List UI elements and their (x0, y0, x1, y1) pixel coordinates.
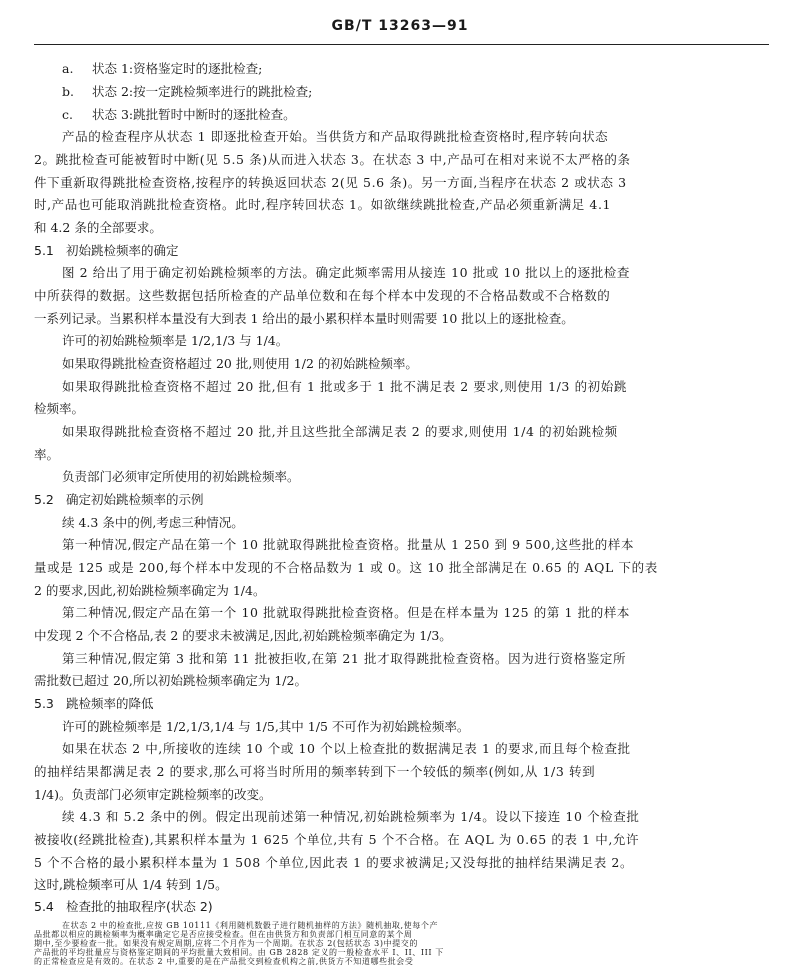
list-item-a (62, 61, 262, 77)
header-rule (34, 44, 769, 45)
section-number: 5.4 (34, 899, 54, 914)
paragraph-line: 如果在状态 2 中,所接收的连续 10 个或 10 个以上检查批的数据满足表 1 的要求,而且每个检查批 (62, 741, 631, 756)
list-marker: a. (62, 61, 74, 76)
standard-code-header: GB/T 13263—91 (331, 18, 469, 34)
paragraph-line: 在状态 2 中的检查批,应按 GB 10111《利用随机数骰子进行随机抽样的方法》随机抽取,使每个产 (62, 921, 439, 930)
paragraph-line: 这时,跳检频率可从 1/4 转到 1/5。 (34, 877, 228, 892)
list-text: 状态 2:按一定跳检频率进行的跳批检查; (92, 84, 313, 99)
paragraph-line: 中发现 2 个不合格品,表 2 的要求未被满足,因此,初始跳检频率确定为 1/3。 (34, 628, 452, 643)
paragraph-line: 许可的跳检频率是 1/2,1/3,1/4 与 1/5,其中 1/5 不可作为初始跳检频率。 (62, 719, 470, 734)
paragraph-line: 需批数已超过 20,所以初始跳检频率确定为 1/2。 (34, 673, 307, 688)
paragraph-line: 许可的初始跳检频率是 1/2,1/3 与 1/4。 (62, 333, 289, 348)
list-text: 状态 3:跳批暂时中断时的逐批检查。 (92, 107, 296, 122)
paragraph-line: 续 4.3 条中的例,考虑三种情况。 (62, 515, 244, 530)
paragraph-line: 第二种情况,假定产品在第一个 10 批就取得跳批检查资格。但是在样本量为 125 的第 1 批的样本 (62, 605, 631, 620)
paragraph-line: 图 2 给出了用于确定初始跳检频率的方法。确定此频率需用从接连 10 批或 10 批以上的逐批检查 (62, 265, 631, 280)
paragraph-line: 续 4.3 和 5.2 条中的例。假定出现前述第一种情况,初始跳检频率为 1/4。设以下接连 10 个检查批 (62, 809, 640, 824)
section-number: 5.2 (34, 492, 54, 507)
paragraph-line: 期中,至少要检查一批。如果没有规定周期,应将二个月作为一个周期。在状态 2(包括状态 3)中提交的 (34, 939, 418, 948)
section-heading-5-4 (34, 899, 213, 915)
paragraph-line: 率。 (34, 447, 60, 462)
list-item-c (62, 107, 296, 123)
paragraph-line: 如果取得跳批检查资格超过 20 批,则使用 1/2 的初始跳检频率。 (62, 356, 418, 371)
paragraph-line: 被接收(经跳批检查),其累积样本量为 1 625 个单位,共有 5 个不合格。在 AQL 为 0.65 的表 1 中,允许 (34, 832, 640, 847)
section-number: 5.1 (34, 243, 54, 258)
paragraph-line: 5 个不合格的最小累积样本量为 1 508 个单位,因此表 1 的要求被满足;又没每批的抽样结果满足表 2。 (34, 855, 634, 870)
section-title: 检查批的抽取程序(状态 2) (66, 899, 213, 914)
paragraph-line: 如果取得跳批检查资格不超过 20 批,但有 1 批或多于 1 批不满足表 2 要求,则使用 1/3 的初始跳 (62, 379, 627, 394)
paragraph-line: 品批都以相应的跳检频率为概率确定它是否应接受检查。但在由供货方和负责部门相互同意的某个周 (34, 930, 413, 939)
list-marker: c. (62, 107, 73, 122)
paragraph-line: 如果取得跳批检查资格不超过 20 批,并且这些批全部满足表 2 的要求,则使用 1/4 的初始跳检频 (62, 424, 618, 439)
paragraph-line: 负责部门必须审定所使用的初始跳检频率。 (62, 469, 300, 484)
paragraph-line: 检频率。 (34, 401, 85, 416)
intro-line: 时,产品也可能取消跳批检查资格。此时,程序转回状态 1。如欲继续跳批检查,产品必须重新满足 4.1 (34, 197, 612, 212)
section-number: 5.3 (34, 696, 54, 711)
intro-line: 2。跳批检查可能被暂时中断(见 5.5 条)从而进入状态 3。在状态 3 中,产品可在相对来说不太严格的条 (34, 152, 631, 167)
paragraph-line: 中所获得的数据。这些数据包括所检查的产品单位数和在每个样本中发现的不合格品数或不合格数的 (34, 288, 611, 303)
list-item-b (62, 84, 312, 100)
section-title: 确定初始跳检频率的示例 (66, 492, 204, 507)
paragraph-line: 1/4)。负责部门必须审定跳检频率的改变。 (34, 787, 272, 802)
paragraph-line: 的抽样结果都满足表 2 的要求,那么可将当时所用的频率转到下一个较低的频率(例如,从 1/3 转到 (34, 764, 596, 779)
section-title: 初始跳检频率的确定 (66, 243, 179, 258)
paragraph-line: 第三种情况,假定第 3 批和第 11 批被拒收,在第 21 批才取得跳批检查资格。因为进行资格鉴定所 (62, 651, 627, 666)
list-marker: b. (62, 84, 74, 99)
list-text: 状态 1:资格鉴定时的逐批检查; (92, 61, 263, 76)
paragraph-line: 产品批的平均批量应与资格鉴定期间的平均批量大致相同。由 GB 2828 定义的一般检查水平 I、II、III 下 (34, 948, 444, 957)
paragraph-line: 量或是 125 或是 200,每个样本中发现的不合格品数为 1 或 0。这 10 批全部满足在 0.65 的 AQL 下的表 (34, 560, 658, 575)
section-title: 跳检频率的降低 (66, 696, 154, 711)
intro-line: 和 4.2 条的全部要求。 (34, 220, 162, 235)
section-heading-5-3 (34, 696, 154, 712)
intro-line: 件下重新取得跳批检查资格,按程序的转换返回状态 2(见 5.6 条)。另一方面,当程序在状态 2 或状态 3 (34, 175, 627, 190)
paragraph-line: 一系列记录。当累积样本量没有大到表 1 给出的最小累积样本量时则需要 10 批以上的逐批检查。 (34, 311, 574, 326)
intro-line: 产品的检查程序从状态 1 即逐批检查开始。当供货方和产品取得跳批检查资格时,程序转向状态 (62, 129, 609, 144)
paragraph-line: 的正常检查应是有效的。在状态 2 中,重要的是在产品批交到检查机构之前,供货方不知道哪些批会受 (34, 957, 414, 966)
section-heading-5-1 (34, 243, 179, 259)
paragraph-line: 第一种情况,假定产品在第一个 10 批就取得跳批检查资格。批量从 1 250 到 9 500,这些批的样本 (62, 537, 635, 552)
paragraph-line: 2 的要求,因此,初始跳检频率确定为 1/4。 (34, 583, 266, 598)
section-heading-5-2 (34, 492, 204, 508)
